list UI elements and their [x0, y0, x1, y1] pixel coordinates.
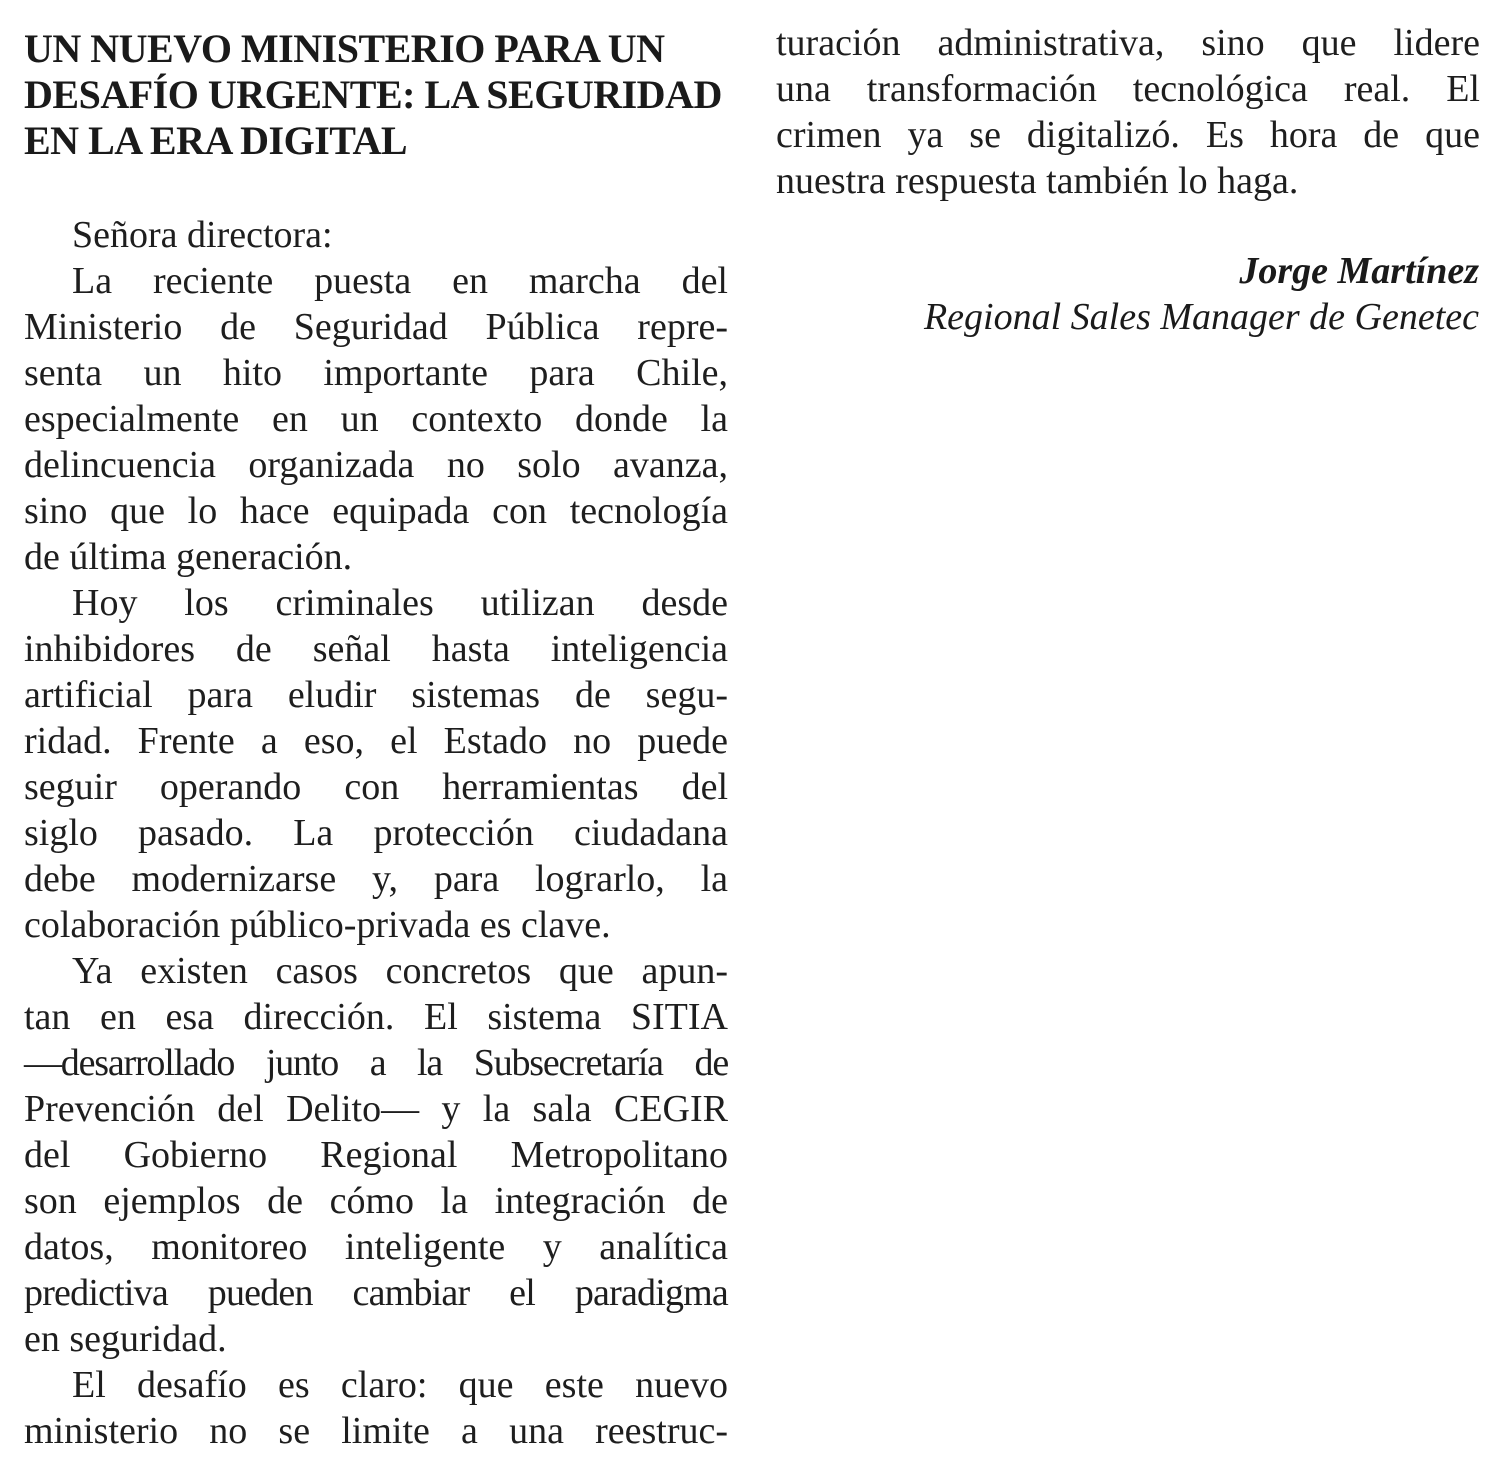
body-line: de última generación. — [24, 536, 353, 578]
body-line: datos, monitoreo inteligente y analítica — [24, 1226, 728, 1268]
body-line: Ministerio de Seguridad Pública repre- — [24, 306, 728, 348]
signature-title: Regional Sales Manager de Genetec — [923, 296, 1479, 338]
body-line: ministerio no se limite a una reestruc- — [24, 1410, 728, 1452]
body-line: especialmente en un contexto donde la — [24, 398, 728, 440]
body-line: Ya existen casos concretos que apun- — [72, 950, 728, 992]
salutation: Señora directora: — [72, 214, 333, 256]
body-line: —desarrollado junto a la Subsecretaría de — [24, 1042, 728, 1084]
body-line: colaboración público-privada es clave. — [24, 904, 611, 946]
body-line: predictiva pueden cambiar el paradigma — [24, 1272, 728, 1314]
body-line: debe modernizarse y, para lograrlo, la — [24, 858, 728, 900]
body-line: seguir operando con herramientas del — [24, 766, 728, 808]
body-line: artificial para eludir sistemas de segu- — [24, 674, 728, 716]
body-line: crimen ya se digitalizó. Es hora de que — [776, 114, 1480, 156]
body-line: turación administrativa, sino que lidere — [776, 22, 1480, 64]
body-line: La reciente puesta en marcha del — [72, 260, 728, 302]
body-line: El desafío es claro: que este nuevo — [72, 1364, 728, 1406]
body-line: en seguridad. — [24, 1318, 227, 1360]
body-line: son ejemplos de cómo la integración de — [24, 1180, 728, 1222]
body-line: ridad. Frente a eso, el Estado no puede — [24, 720, 728, 762]
body-line: Hoy los criminales utilizan desde — [72, 582, 728, 624]
signature-name: Jorge Martínez — [1239, 250, 1479, 292]
body-line: siglo pasado. La protección ciudadana — [24, 812, 728, 854]
body-line: sino que lo hace equipada con tecnología — [24, 490, 728, 532]
body-line: senta un hito importante para Chile, — [24, 352, 728, 394]
article-headline: UN NUEVO MINISTERIO PARA UN DESAFÍO URGENTE: LA SEGURIDAD EN LA ERA DIGITAL — [24, 26, 722, 163]
body-line: del Gobierno Regional Metropolitano — [24, 1134, 728, 1176]
body-line: tan en esa dirección. El sistema SITIA — [24, 996, 728, 1038]
body-line: delincuencia organizada no solo avanza, — [24, 444, 728, 486]
body-line: Prevención del Delito— y la sala CEGIR — [24, 1088, 728, 1130]
body-line: una transformación tecnológica real. El — [776, 68, 1480, 110]
body-line: inhibidores de señal hasta inteligencia — [24, 628, 728, 670]
body-line: nuestra respuesta también lo haga. — [776, 160, 1299, 202]
